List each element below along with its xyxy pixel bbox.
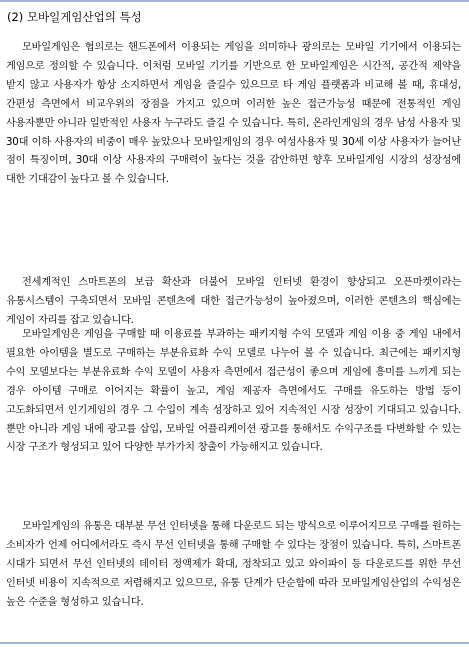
paragraph-distribution: 모바일게임의 유통은 대부분 무선 인터넷을 통해 다운로드 되는 방식으로 이루어지므로 구매를 원하는 소비자가 언제 어디에서라도 즉시 무선 인터넷을 통해 구매할 수 있다는 장점이 있습니다. 특히, 스마트폰 시대가 되면서 무선 인터넷의 데이터 정액제가 확대, 정착되고 있고 와이파이 등 다운로드를 위한 무선 인터넷 비용이 지속적으로 저렴해지고 있으므로, 유통 단계가 단순함에 따라 모바일게임산업의 수익성은 높은 수준을 형성하고 있습니다. <box>6 521 461 608</box>
top-rule <box>0 0 469 2</box>
paragraph-smartphone: 전세계적인 스마트폰의 보급 확산과 더불어 모바일 인터넷 환경이 향상되고 오픈마켓이라는 유통시스템이 구축되면서 모바일 콘텐츠에 대한 접근가능성이 높아졌으며, 이러한 콘텐츠의 핵심에는 게임이 자리를 잡고 있습니다. <box>6 277 461 326</box>
bottom-rule <box>0 642 469 644</box>
paragraph-definition: 모바일게임은 협의로는 핸드폰에서 이용되는 게임을 의미하나 광의로는 모바일 기기에서 이용되는 게임으로 정의할 수 있습니다. 이처럼 모바일 기기를 기반으로 한 모바일게임은 시간적, 공간적 제약을 받지 않고 사용자가 항상 소지하면서 게임을 즐길수 있으므로 타 게임 플랫폼과 비교해 볼 때, 휴대성, 간편성 측면에서 비교우위의 장점을 가지고 있으며 이러한 높은 접근가능성 때문에 전통적인 게임 사용자뿐만 아니라 일반적인 사용자 누구라도 즐길 수 있습니다. 특히, 온라인게임의 경우 남성 사용자 및 30대 이하 사용자의 비중이 매우 높았으나 모바일게임의 경우 여성사용자 및 30세 이상 사용자가 늘어난 점이 특징이며, 30대 이상 사용자의 구매력이 높다는 것을 감안하면 향후 모바일게임 시장의 성장성에 대한 기대감이 높다고 볼 수 있습니다. <box>6 42 461 186</box>
section-heading: (2) 모바일게임산업의 특성 <box>7 10 142 24</box>
paragraph-revenue-model: 모바일게임은 게임을 구매할 때 이용료를 부과하는 패키지형 수익 모델과 게임 이용 중 게임 내에서 필요한 아이템을 별도로 구매하는 부분유료화 수익 모델로 나누어 볼 수 있습니다. 최근에는 패키지형 수익 모델보다는 부분유료화 수익 모델이 사용자 측면에서 접근성이 좋으며 게임에 흥미를 느끼게 되는 경우 아이템 구매로 이어지는 확률이 높고, 게임 제공자 측면에서도 구매를 유도하는 방법 등이 고도화되면서 인기게임의 경우 그 수입이 계속 성장하고 있어 지속적인 시장 성장이 기대되고 있습니다. 뿐만 아니라 게임 내에 광고를 삽입, 모바일 어플리케이션 광고를 통해서도 수익구조를 다변화할 수 있는 시장 구조가 형성되고 있어 다양한 부가가치 창출이 가능해지고 있습니다. <box>6 329 461 454</box>
